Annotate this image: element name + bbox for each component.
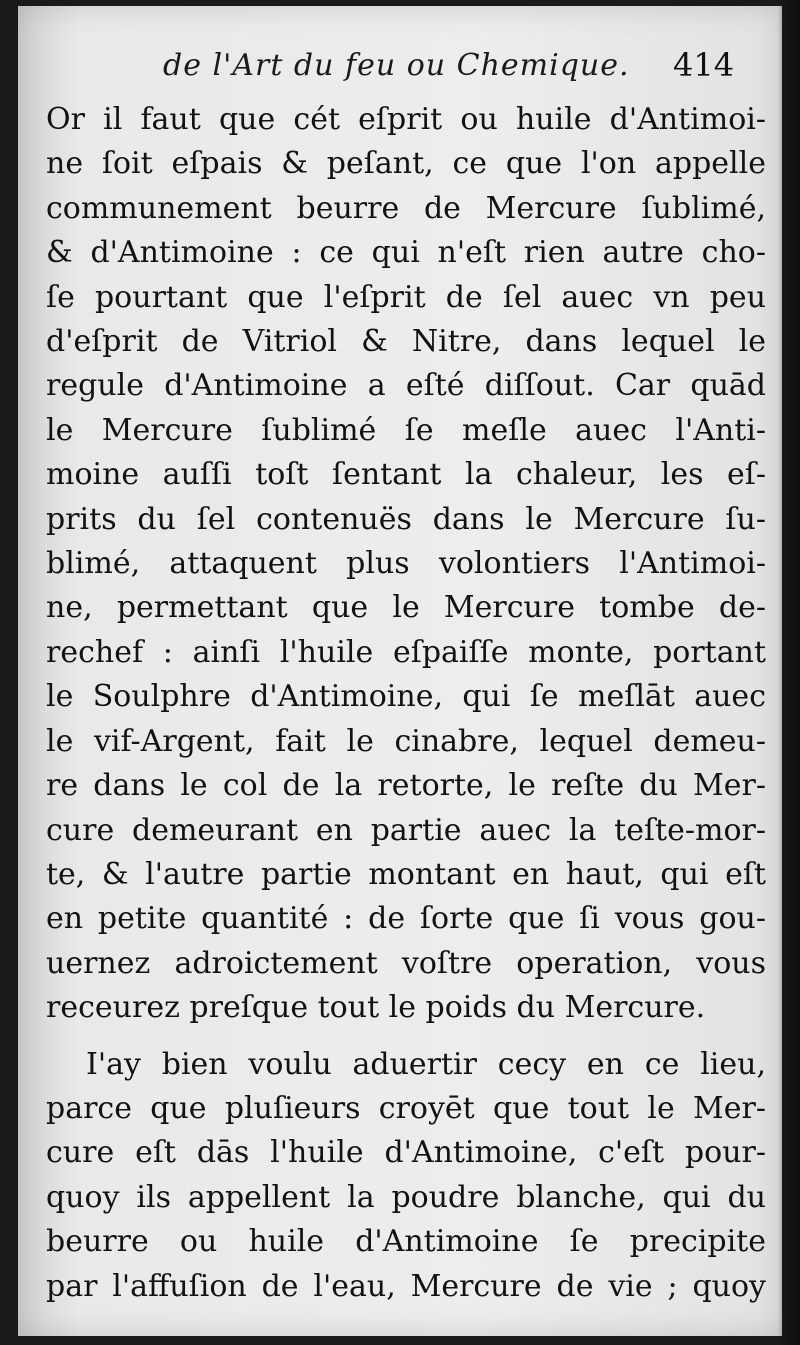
page-edge-shadow — [778, 0, 800, 1345]
text-line: prits du ſel contenuës dans le Mercure ſu- — [46, 501, 766, 537]
text-line: ſe pourtant que l'eſprit de ſel auec vn peu — [46, 279, 766, 315]
text-line: le Soulphre d'Antimoine, qui ſe meſlāt auec — [46, 679, 766, 715]
text-line: Or il faut que cét eſprit ou huile d'Antimoi- — [46, 102, 766, 137]
text-line: cure demeurant en partie auec la teſte-mor- — [46, 812, 766, 848]
text-line: en petite quantité : de ſorte que ſi vous gou- — [46, 901, 766, 937]
text-line: parce que pluſieurs croyēt que tout le Mer- — [46, 1090, 766, 1126]
text-line: quoy ils appellent la poudre blanche, qui du — [46, 1179, 766, 1215]
text-line: communement beurre de Mercure ſublimé, — [46, 190, 766, 226]
text-line: d'eſprit de Vitriol & Nitre, dans lequel le — [46, 324, 766, 360]
text-line: ne ſoit eſpais & peſant, ce que l'on appelle — [46, 146, 766, 182]
paragraph-2 — [46, 1043, 766, 1309]
text-line: le Mercure ſublimé ſe meſle auec l'Anti- — [46, 412, 766, 448]
text-line: le vif-Argent, fait le cinabre, lequel demeu- — [46, 723, 766, 759]
text-line: I'ay bien voulu aduertir cecy en ce lieu, — [86, 1046, 766, 1082]
running-title: de l'Art du feu ou Chemique. — [163, 48, 630, 83]
paragraph-gap — [46, 1031, 766, 1043]
text-line: beurre ou huile d'Antimoine ſe precipite — [46, 1224, 766, 1260]
text-line: par l'affuſion de l'eau, Mercure de vie ; quoy — [46, 1268, 766, 1304]
page-body — [46, 98, 766, 1309]
text-line: moine auſſi toſt ſentant la chaleur, les eſ- — [46, 457, 766, 493]
text-line: ne, permettant que le Mercure tombe de- — [46, 590, 766, 626]
text-line: receurez preſque tout le poids du Mercure. — [46, 990, 706, 1026]
text-line: re dans le col de la retorte, le reſte du Mer- — [46, 768, 766, 804]
text-line: uernez adroictement voſtre operation, vous — [46, 945, 766, 981]
page-header — [18, 48, 782, 98]
text-line: te, & l'autre partie montant en haut, qui eſt — [46, 856, 766, 892]
paragraph-1 — [46, 98, 766, 1031]
book-page — [18, 6, 782, 1336]
text-line: cure eſt dās l'huile d'Antimoine, c'eſt pour- — [46, 1135, 766, 1171]
text-line: blimé, attaquent plus volontiers l'Antimoi- — [46, 546, 766, 582]
text-line: & d'Antimoine : ce qui n'eſt rien autre cho- — [46, 235, 766, 271]
page-number: 414 — [673, 46, 735, 84]
text-line: regule d'Antimoine a eſté diſſout. Car quād — [46, 368, 766, 404]
text-line: rechef : ainſi l'huile eſpaiſſe monte, portant — [46, 634, 766, 670]
